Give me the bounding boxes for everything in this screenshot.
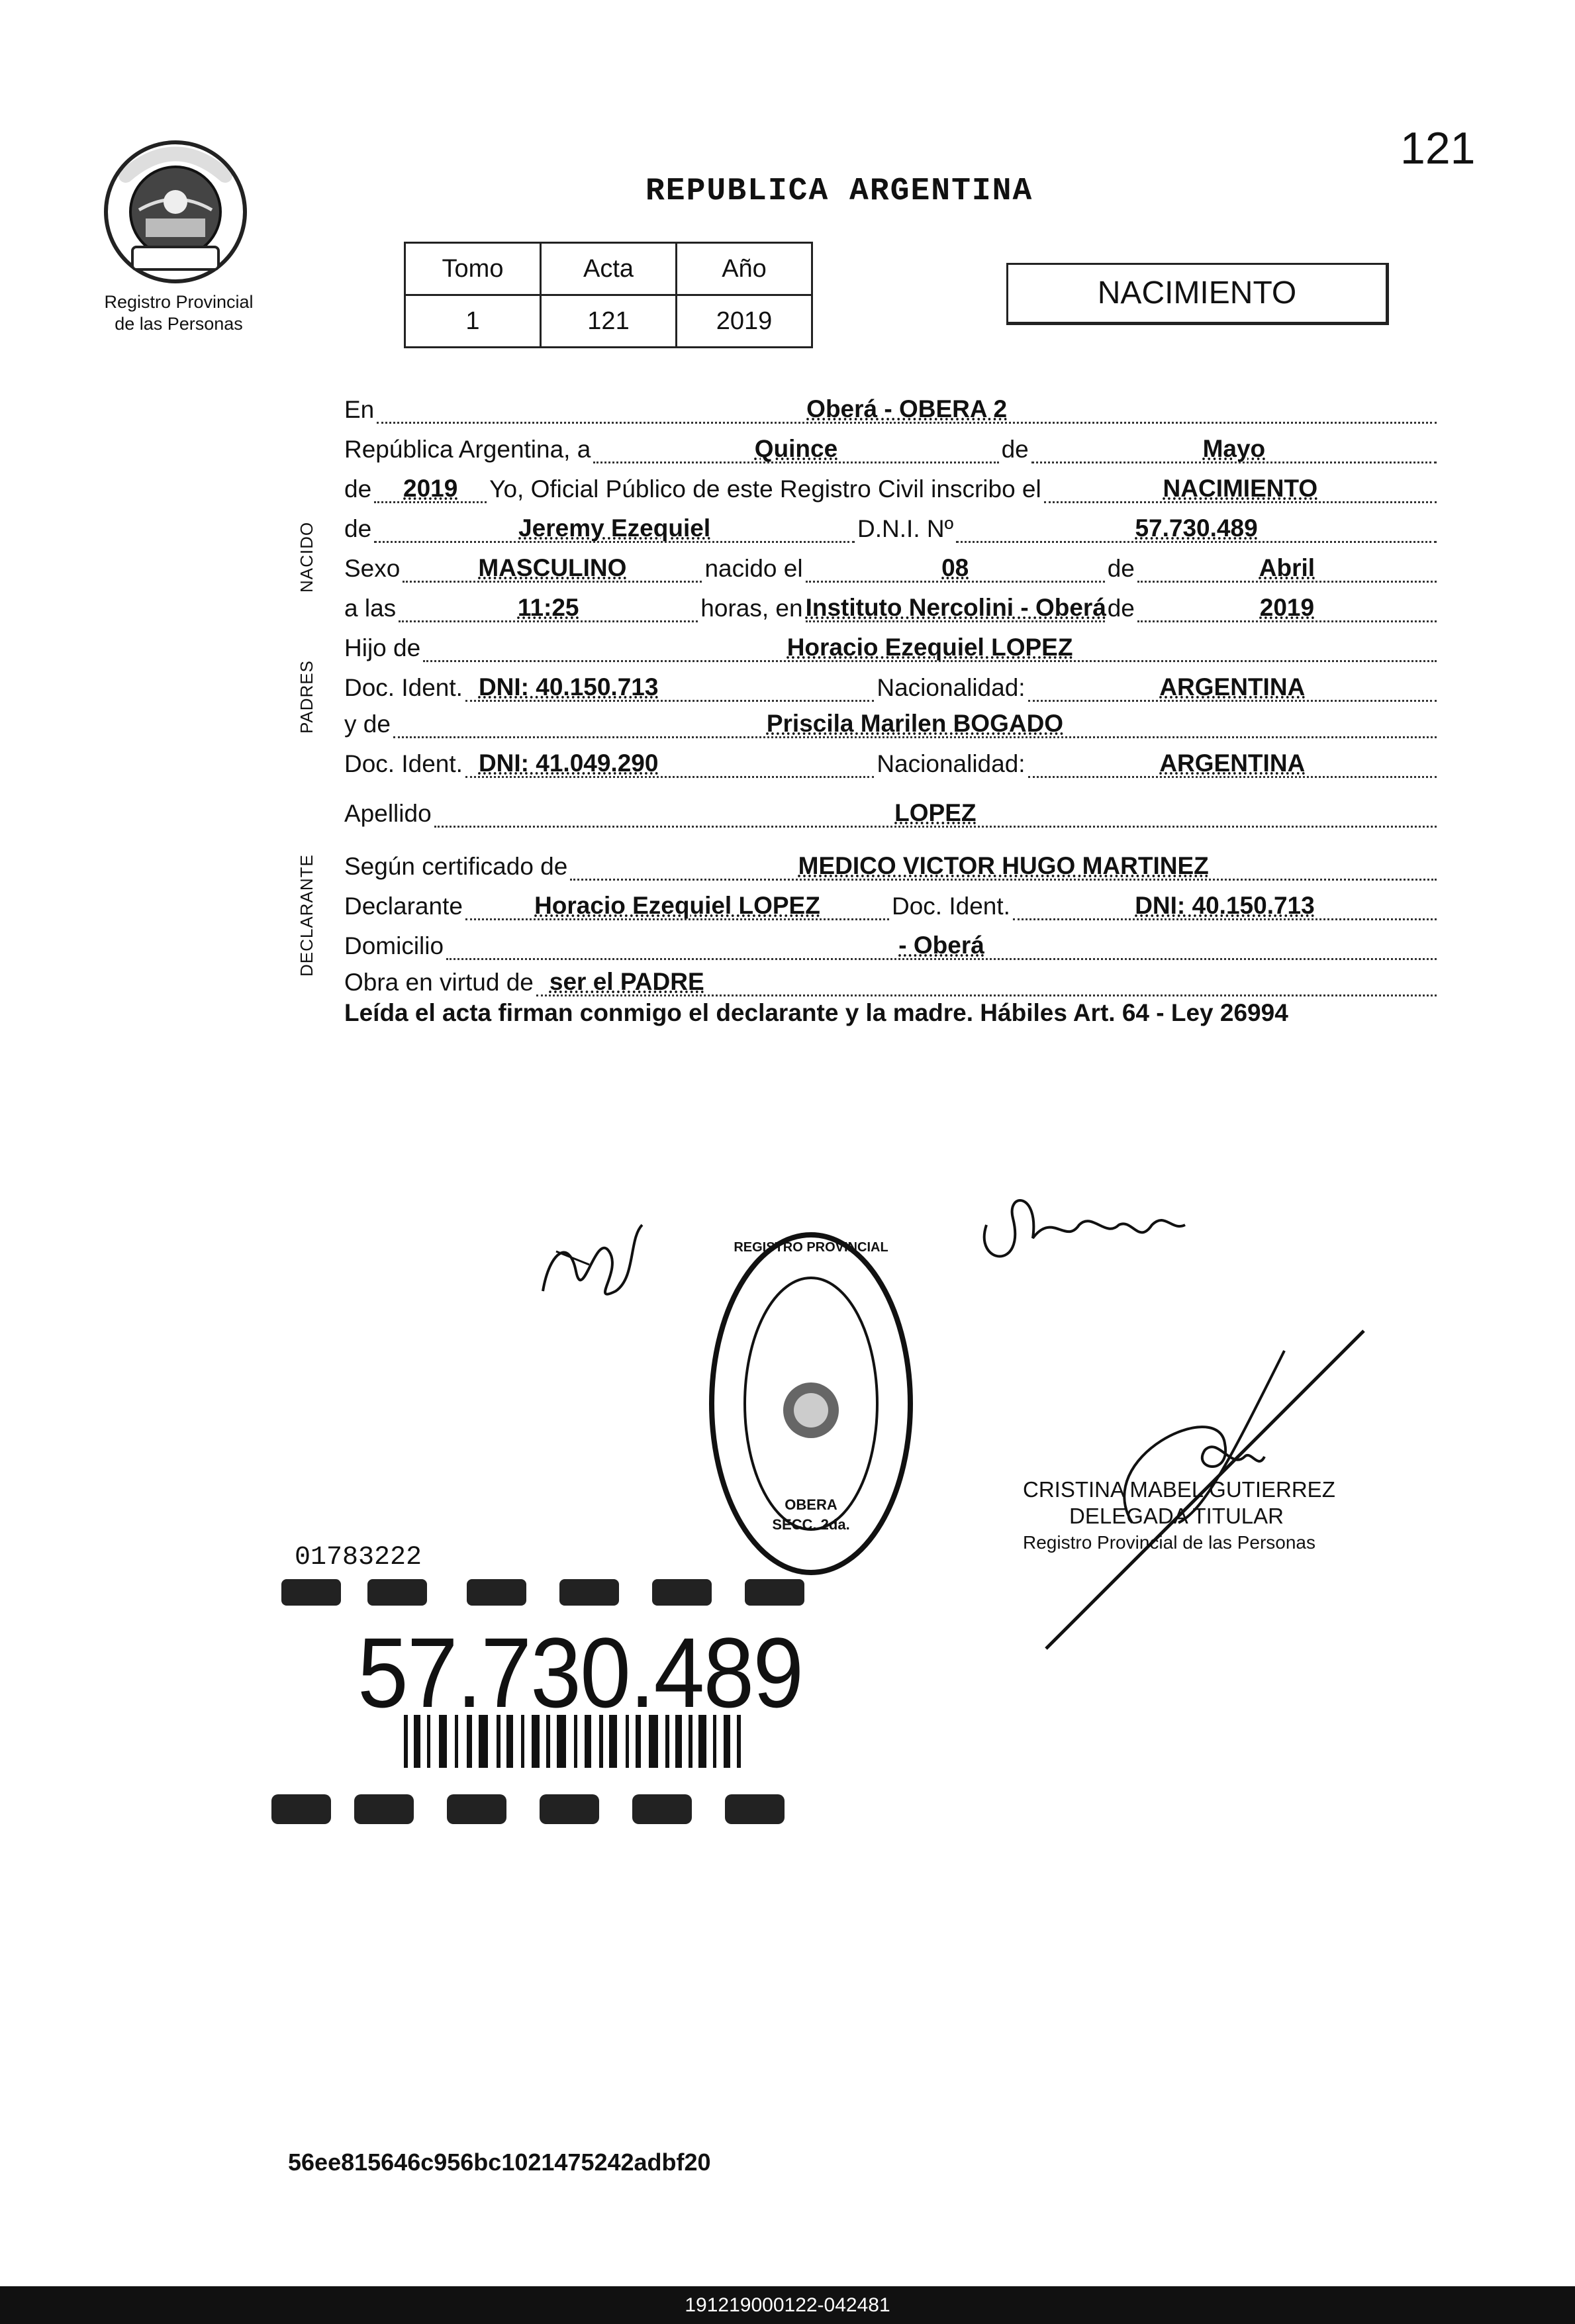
value-padre-nac: ARGENTINA bbox=[1159, 673, 1306, 701]
closing-text: Leída el acta firman conmigo el declarante y la madre. Hábiles Art. 64 - Ley 26994 bbox=[344, 999, 1288, 1026]
label-de2: de bbox=[344, 475, 372, 503]
side-label-padres: PADRES bbox=[297, 660, 316, 734]
label-yo: Yo, Oficial Público de este Registro Civil inscribo el bbox=[489, 475, 1041, 503]
value-declarante: Horacio Ezequiel LOPEZ bbox=[534, 892, 820, 919]
label-doc-ident-2: Doc. Ident. bbox=[344, 750, 463, 777]
value-obra: ser el PADRE bbox=[549, 968, 704, 995]
label-horas-en: horas, en bbox=[700, 595, 803, 622]
label-dni: D.N.I. Nº bbox=[857, 515, 954, 542]
value-dia: Quince bbox=[754, 435, 838, 462]
value-padre: Horacio Ezequiel LOPEZ bbox=[787, 634, 1073, 661]
record-type-box: NACIMIENTO bbox=[1006, 263, 1389, 325]
record-table bbox=[404, 242, 813, 348]
footer-code: 191219000122-042481 bbox=[0, 2286, 1575, 2324]
value-nac-mes: Abril bbox=[1259, 554, 1315, 581]
field-dni bbox=[956, 514, 1437, 543]
field-nac-mes bbox=[1137, 554, 1437, 583]
value-madre-doc: DNI: 41.049.290 bbox=[478, 750, 659, 777]
field-declarante bbox=[465, 892, 889, 920]
label-doc-ident: Doc. Ident. bbox=[344, 674, 463, 701]
field-lugar bbox=[806, 594, 1105, 622]
field-apellido bbox=[434, 799, 1437, 828]
registry-name: Registro Provincial de las Personas bbox=[104, 292, 254, 334]
delegada-org: Registro Provincial de las Personas bbox=[1023, 1532, 1315, 1553]
svg-text:OBERA: OBERA bbox=[785, 1496, 837, 1513]
row-obra bbox=[344, 957, 1439, 996]
field-nac-anio bbox=[1137, 594, 1437, 622]
label-hijo-de: Hijo de bbox=[344, 634, 421, 661]
row-apellido bbox=[344, 788, 1439, 828]
row-sexo bbox=[344, 543, 1439, 583]
value-nac-dia: 08 bbox=[941, 554, 969, 581]
row-padre-doc bbox=[344, 662, 1439, 702]
delegada-role: DELEGADA TITULAR bbox=[1069, 1504, 1284, 1528]
value-apellido: LOPEZ bbox=[894, 799, 977, 826]
value-dni: 57.730.489 bbox=[1135, 514, 1258, 542]
row-en bbox=[344, 384, 1439, 424]
label-doc-ident-3: Doc. Ident. bbox=[892, 893, 1010, 920]
delegada-block bbox=[1023, 1477, 1335, 1556]
label-nacionalidad-2: Nacionalidad: bbox=[877, 750, 1026, 777]
value-certificado: MEDICO VICTOR HUGO MARTINEZ bbox=[798, 852, 1209, 879]
field-padre bbox=[423, 634, 1437, 662]
label-declarante: Declarante bbox=[344, 893, 463, 920]
value-padre-doc: DNI: 40.150.713 bbox=[478, 673, 659, 701]
signature-declarante bbox=[530, 1212, 649, 1318]
value-inscribo: NACIMIENTO bbox=[1163, 475, 1318, 502]
value-hora: 11:25 bbox=[517, 594, 579, 621]
value-anio: 2019 bbox=[677, 295, 812, 348]
field-inscribo bbox=[1044, 475, 1437, 503]
label-apellido: Apellido bbox=[344, 800, 432, 827]
label-nacionalidad: Nacionalidad: bbox=[877, 674, 1026, 701]
record-table-values bbox=[405, 295, 812, 348]
value-en: Oberá - OBERA 2 bbox=[806, 395, 1008, 422]
value-nombre: Jeremy Ezequiel bbox=[518, 514, 711, 542]
value-anio: 2019 bbox=[403, 475, 458, 502]
field-nombre bbox=[374, 514, 855, 543]
value-lugar: Instituto Nercolini - Oberá bbox=[805, 594, 1106, 621]
row-segun bbox=[344, 841, 1439, 881]
label-obra: Obra en virtud de bbox=[344, 969, 534, 996]
row-republica bbox=[344, 424, 1439, 463]
field-madre bbox=[393, 710, 1437, 738]
label-domicilio: Domicilio bbox=[344, 932, 444, 959]
page-number: 121 bbox=[1400, 123, 1476, 173]
dni-big-number: 57.730.489 bbox=[358, 1617, 803, 1728]
value-sexo: MASCULINO bbox=[478, 554, 627, 581]
field-obra bbox=[536, 968, 1437, 996]
value-declarante-doc: DNI: 40.150.713 bbox=[1135, 892, 1315, 919]
field-madre-nac bbox=[1028, 750, 1437, 778]
value-tomo: 1 bbox=[405, 295, 541, 348]
field-declarante-doc bbox=[1013, 892, 1437, 920]
field-hora bbox=[399, 594, 698, 622]
document-title: REPUBLICA ARGENTINA bbox=[645, 173, 1033, 209]
row-hijo-de bbox=[344, 622, 1439, 662]
svg-text:REGISTRO PROVINCIAL: REGISTRO PROVINCIAL bbox=[734, 1240, 888, 1255]
record-table-header bbox=[405, 243, 812, 295]
header-tomo: Tomo bbox=[405, 243, 541, 295]
field-anio bbox=[374, 475, 487, 503]
value-acta: 121 bbox=[541, 295, 677, 348]
delegada-name: CRISTINA MABEL GUTIERREZ bbox=[1023, 1477, 1335, 1502]
value-domicilio: - Oberá bbox=[898, 932, 984, 959]
row-madre-doc bbox=[344, 738, 1439, 778]
label-en: En bbox=[344, 396, 375, 423]
field-certificado bbox=[570, 852, 1437, 881]
label-republica: República Argentina, a bbox=[344, 436, 591, 463]
field-domicilio bbox=[446, 932, 1437, 960]
field-mes bbox=[1031, 435, 1437, 463]
label-nacido-el: nacido el bbox=[704, 555, 803, 582]
label-sexo: Sexo bbox=[344, 555, 401, 582]
row-hora bbox=[344, 583, 1439, 622]
row-anio bbox=[344, 463, 1439, 503]
provincial-seal bbox=[99, 136, 252, 288]
label-y-de: y de bbox=[344, 710, 391, 738]
value-nac-anio: 2019 bbox=[1259, 594, 1315, 621]
field-sexo bbox=[403, 554, 702, 583]
field-madre-doc bbox=[465, 750, 874, 778]
signature-madre bbox=[973, 1185, 1238, 1284]
row-nombre bbox=[344, 503, 1439, 543]
label-de: de bbox=[1001, 436, 1029, 463]
value-madre: Priscila Marilen BOGADO bbox=[766, 710, 1064, 737]
side-label-declarante: DECLARANTE bbox=[297, 854, 316, 977]
value-mes: Mayo bbox=[1202, 435, 1266, 462]
row-declarante bbox=[344, 881, 1439, 920]
label-segun: Según certificado de bbox=[344, 853, 568, 880]
label-small-id: 01783222 bbox=[295, 1543, 422, 1573]
label-a-las: a las bbox=[344, 595, 397, 622]
field-en bbox=[377, 395, 1437, 424]
side-label-nacido: NACIDO bbox=[297, 521, 316, 593]
field-dia bbox=[593, 435, 998, 463]
value-madre-nac: ARGENTINA bbox=[1159, 750, 1306, 777]
label-de5: de bbox=[1107, 595, 1135, 622]
document-hash: 56ee815646c956bc1021475242adbf20 bbox=[288, 2149, 711, 2176]
label-de4: de bbox=[1107, 555, 1135, 582]
svg-text:SECC. 2da.: SECC. 2da. bbox=[772, 1516, 850, 1533]
row-domicilio bbox=[344, 920, 1439, 960]
field-padre-doc bbox=[465, 673, 874, 702]
header-acta: Acta bbox=[541, 243, 677, 295]
field-nac-dia bbox=[806, 554, 1105, 583]
header-anio: Año bbox=[677, 243, 812, 295]
label-de3: de bbox=[344, 515, 372, 542]
field-padre-nac bbox=[1028, 673, 1437, 702]
row-y-de bbox=[344, 699, 1439, 738]
